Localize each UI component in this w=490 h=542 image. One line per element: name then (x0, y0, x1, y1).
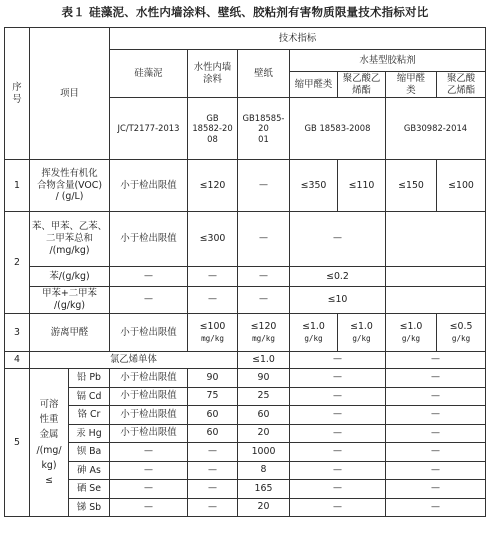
table-row (5, 369, 486, 388)
cell-uf-2008 (290, 314, 338, 352)
diatom-header: 硅藻泥 (110, 50, 188, 98)
cell-diatom: 小于检出限值 (110, 387, 188, 406)
cell-paint: ≤300 (188, 212, 238, 267)
row-seq: 1 (5, 160, 30, 212)
cell-uf-2014 (386, 314, 437, 352)
cell-adhesive-2014: — (386, 424, 486, 443)
cell-wallpaper: 90 (238, 369, 290, 388)
cell-adhesive-2008: — (290, 212, 386, 267)
cell-diatom: — (110, 287, 188, 314)
cell-adhesive-2008: — (290, 369, 386, 388)
cell-adhesive-2008: — (290, 480, 386, 499)
cell-adhesive-2014 (386, 267, 486, 287)
cell-paint: 75 (188, 387, 238, 406)
cell-adhesive-2014: — (386, 480, 486, 499)
value: ≤1.0 (399, 320, 423, 332)
metal-name: 镉 Cd (69, 388, 109, 407)
cell-adhesive-2008: — (290, 461, 386, 480)
value: ≤100 (199, 320, 226, 332)
metal-name: 汞 Hg (69, 425, 109, 444)
row-group (30, 369, 110, 517)
cell-paint: — (188, 480, 238, 499)
cell-wallpaper: — (238, 267, 290, 287)
cell-adhesive-2008: — (290, 352, 386, 369)
unit: mg/kg (252, 333, 275, 343)
cell-wallpaper: — (238, 212, 290, 267)
tech-header: 技术指标 (110, 28, 486, 50)
metal-name: 锑 Sb (76, 501, 102, 513)
cell-pva-2008: ≤110 (338, 160, 386, 212)
cell-wallpaper (238, 314, 290, 352)
cell-adhesive-2014 (386, 287, 486, 314)
cell-adhesive-2014: — (386, 498, 486, 517)
cell-paint: ≤120 (188, 160, 238, 212)
cell-diatom: 小于检出限值 (110, 424, 188, 443)
row-item: 挥发性有机化 合物含量(VOC) / (g/L) (30, 160, 110, 212)
cell-wallpaper: 8 (238, 461, 290, 480)
seq-header: 序 号 (5, 28, 30, 160)
cell-paint: — (188, 498, 238, 517)
cell-wallpaper: 20 (238, 424, 290, 443)
unit: g/kg (401, 333, 421, 343)
metal-name: 砷 As (69, 462, 109, 481)
standard-adhesive-2008: GB 18583-2008 (290, 98, 386, 160)
metal-group-row (30, 369, 109, 516)
metal-name: 铬 Cr (69, 406, 109, 425)
cell-adhesive-2014: — (386, 443, 486, 462)
row-item: 游离甲醛 (30, 314, 110, 352)
cell-pva-2008 (338, 314, 386, 352)
adhesive-group-header: 水基型胶粘剂 (290, 50, 486, 72)
cell-adhesive-2008: — (290, 498, 386, 517)
table-row (5, 287, 486, 314)
cell-paint: — (188, 287, 238, 314)
table-row (5, 352, 486, 369)
cell-wallpaper: — (238, 287, 290, 314)
table-row (5, 314, 486, 352)
unit: g/kg (451, 333, 471, 343)
row-seq: 4 (5, 352, 30, 369)
cell-diatom: — (110, 267, 188, 287)
cell-adhesive-2008: ≤10 (290, 287, 386, 314)
cell-diatom: 小于检出限值 (110, 212, 188, 267)
cell-adhesive-2014: — (386, 369, 486, 388)
metal-group-inner (30, 369, 109, 516)
cell-paint: — (188, 267, 238, 287)
value: ≤1.0 (350, 320, 373, 332)
cell-wallpaper: — (238, 160, 290, 212)
cell-wallpaper: 60 (238, 406, 290, 425)
unit: mg/kg (201, 333, 224, 343)
row-seq: 3 (5, 314, 30, 352)
cell-adhesive-2008: — (290, 406, 386, 425)
cell-uf-2008: ≤350 (290, 160, 338, 212)
uf-2014-header: 缩甲醛 类 (386, 72, 437, 98)
metal-name: 钡 Ba (69, 443, 109, 462)
uf-2008-header: 缩甲醛类 (290, 72, 338, 98)
row-item: 苯、甲苯、乙苯、 二甲苯总和 /(mg/kg) (30, 212, 110, 267)
cell-adhesive-2014 (386, 212, 486, 267)
cell-adhesive-2014: — (386, 406, 486, 425)
unit: g/kg (304, 333, 323, 343)
metal-name: 铅 Pb (69, 369, 109, 388)
metal-name: 硒 Se (69, 480, 109, 499)
comparison-table (4, 27, 486, 517)
cell-diatom: — (110, 443, 188, 462)
wallpaper-header: 壁纸 (238, 50, 290, 98)
cell-adhesive-2008: — (290, 424, 386, 443)
standard-diatom: JC/T2177-2013 (110, 98, 188, 160)
value: ≤0.5 (449, 320, 473, 332)
standard-wallpaper: GB18585-20 01 (238, 98, 290, 160)
row-item: 甲苯+二甲苯 /(g/kg) (30, 287, 110, 314)
cell-wallpaper: ≤1.0 (238, 352, 290, 369)
unit: g/kg (352, 333, 371, 343)
cell-diatom: 小于检出限值 (110, 369, 188, 388)
standard-paint: GB 18582-20 08 (188, 98, 238, 160)
row-seq: 2 (5, 212, 30, 314)
table-row (5, 160, 486, 212)
header-row (5, 28, 486, 50)
cell-paint: — (188, 461, 238, 480)
cell-paint (188, 314, 238, 352)
table-row (5, 212, 486, 267)
cell-paint: 60 (188, 406, 238, 425)
cell-uf-2014: ≤150 (386, 160, 437, 212)
cell-wallpaper: 20 (238, 498, 290, 517)
cell-diatom: — (110, 480, 188, 499)
cell-paint: 60 (188, 424, 238, 443)
metal-names (69, 369, 110, 516)
cell-wallpaper: 1000 (238, 443, 290, 462)
value: ≤1.0 (302, 320, 325, 332)
cell-diatom: 小于检出限值 (110, 406, 188, 425)
cell-adhesive-2014: — (386, 387, 486, 406)
metal-group-label: 可溶 性重 金属 /(mg/ kg) ≤ (30, 369, 69, 516)
cell-diatom: — (110, 461, 188, 480)
value: ≤120 (250, 320, 277, 332)
row-item: 氯乙烯单体 (30, 352, 238, 369)
row-item: 苯/(g/kg) (30, 267, 110, 287)
cell-wallpaper: 25 (238, 387, 290, 406)
pva-2008-header: 聚乙酸乙 烯酯 (338, 72, 386, 98)
pva-2014-header: 聚乙酸 乙烯酯 (437, 72, 486, 98)
cell-diatom: 小于检出限值 (110, 160, 188, 212)
row-seq: 5 (5, 369, 30, 517)
cell-paint: 90 (188, 369, 238, 388)
cell-adhesive-2014: — (386, 352, 486, 369)
cell-adhesive-2014: — (386, 461, 486, 480)
cell-pva-2014: ≤100 (437, 160, 486, 212)
cell-diatom: — (110, 498, 188, 517)
cell-wallpaper: 165 (238, 480, 290, 499)
cell-paint: — (188, 443, 238, 462)
item-header: 项目 (30, 28, 110, 160)
cell-diatom: 小于检出限值 (110, 314, 188, 352)
table-title: 表１ 硅藻泥、水性内墙涂料、壁纸、胶粘剂有害物质限量技术指标对比 (61, 5, 429, 19)
cell-adhesive-2008: — (290, 443, 386, 462)
table-row (5, 267, 486, 287)
cell-adhesive-2008: — (290, 387, 386, 406)
standard-adhesive-2014: GB30982-2014 (386, 98, 486, 160)
cell-pva-2014 (437, 314, 486, 352)
cell-adhesive-2008: ≤0.2 (290, 267, 386, 287)
paint-header: 水性内墙 涂料 (188, 50, 238, 98)
